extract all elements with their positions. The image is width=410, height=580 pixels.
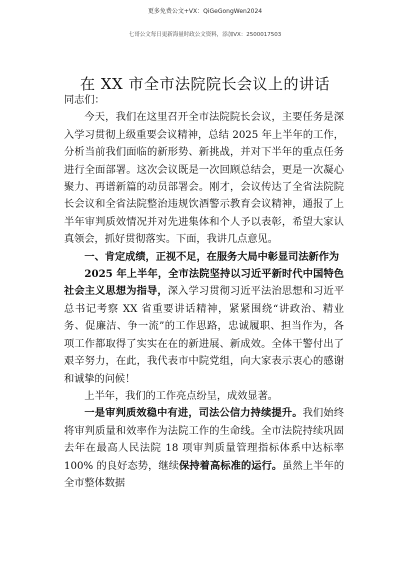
paragraph-achievements: [64, 266, 344, 388]
paragraph-highlights: 上半年，我们的工作亮点纷呈，成效显著。: [84, 390, 278, 402]
section-heading-1: 一、肯定成绩，正视不足，在服务大局中彰显司法新作为: [84, 250, 340, 263]
notice-line: 七哥公文每日更新海量时政公文资料，添加VX：2500017503: [128, 32, 282, 38]
document-body: [64, 92, 344, 492]
paragraph-achievements-lead: 2025 年上半年，全市法院坚持以习近平新时代中国特色社会主义思想为指导，: [64, 268, 344, 298]
point-one-emphasis: 保持着高标准的运行。: [179, 459, 283, 472]
point-one-heading: 一是审判质效稳中有进，司法公信力持续提升。: [84, 407, 303, 420]
point-one-tail: 虽然上半年的全市整体数据: [64, 460, 345, 489]
greeting: 同志们：: [64, 95, 105, 106]
document-title: 在 XX 市全市法院院长会议上的讲话: [80, 75, 330, 93]
paragraph-intro: 今天，我们在这里召开全市法院院长会议，主要任务是深入学习贯彻上级重要会议精神，总结 2025 年上半年的工作，分析当前我们面临的新形势、新挑战，并对下半年的重点任务进行全面部署。这次会议既是一次回顾总结会，更是一次凝心聚力、再谱新篇的动员部署会。刚才，会议传达了全省法院院长会议和全省法院整治违规饮酒警示教育会议精神，通报了上半年审判质效情况并对先进集体和个人予以表彰，希望大家认真领会，抓好贯彻落实。下面，我讲几点意见。: [64, 112, 344, 246]
paragraph-point-one: [64, 405, 344, 492]
paragraph-achievements-text: 深入学习贯彻习近平法治思想和习近平总书记考察 XX 省重要讲话精神，紧紧围绕“讲政治、精业务、促廉洁、争一流”的工作思路，忠诚履职、担当作为，各项工作都取得了实实在在的新进展、新成效。全体干警付出了艰辛努力，在此，我代表市中院党组，向大家表示衷心的感谢和诚挚的问候！: [64, 286, 345, 385]
point-one-text: 我们始终将审判质量和效率作为法院工作的生命线。全市法院持续巩固去年在最高人民法院 18 项审判质量管理指标体系中达标率 100% 的良好态势，继续: [64, 408, 345, 472]
top-banner: 更多免费公文+VX：QiGeGongWen2024: [147, 8, 263, 15]
